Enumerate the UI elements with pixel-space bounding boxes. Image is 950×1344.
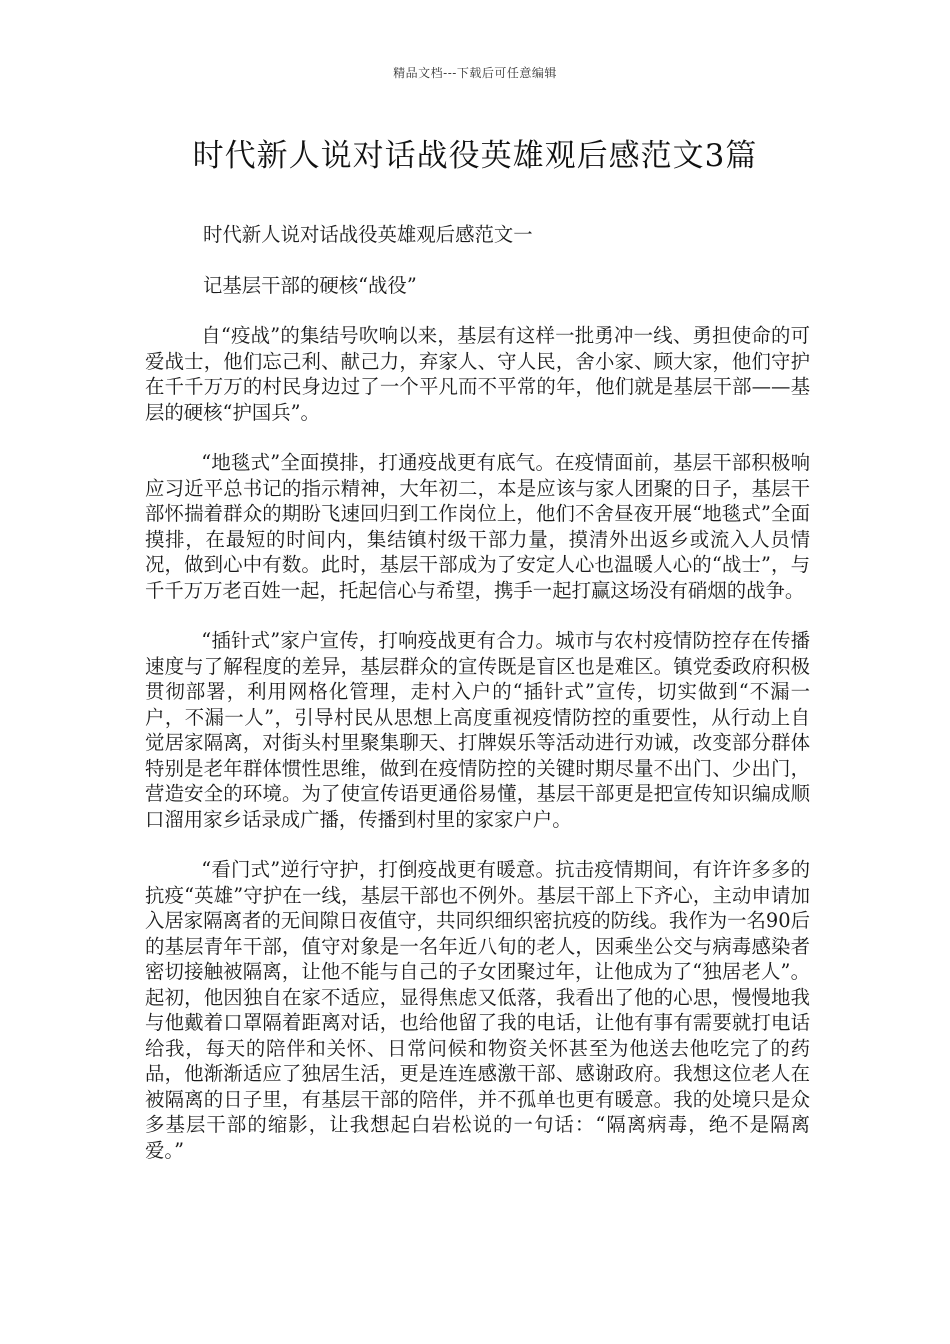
paragraph: “地毯式”全面摸排，打通疫战更有底气。在疫情面前，基层干部积极响应习近平总书记的指示精神，大年初二，本是应该与家人团聚的日子，基层干部怀揣着群众的期盼飞速回归到工作岗位上，他们不舍昼夜开展“地毯式”全面摸排，在最短的时间内，集结镇村级干部力量，摸清外出返乡或流入人员情况，做到心中有数。此时，基层干部成为了安定人心也温暖人心的“战士”，与千千万万老百姓一起，托起信心与希望，携手一起打赢这场没有硝烟的战争。 [145,451,810,602]
sub-heading: 记基层干部的硬核“战役” [203,273,417,297]
document-title: 时代新人说对话战役英雄观后感范文3篇 [192,138,758,174]
header-note: 精品文档---下载后可任意编辑 [393,66,557,80]
section-heading: 时代新人说对话战役英雄观后感范文一 [203,223,533,246]
paragraph: “插针式”家户宣传，打响疫战更有合力。城市与农村疫情防控存在传播速度与了解程度的差异，基层群众的宣传既是盲区也是难区。镇党委政府积极贯彻部署，利用网格化管理，走村入户的“插针式”宣传，切实做到“不漏一户，不漏一人”，引导村民从思想上高度重视疫情防控的重要性，从行动上自觉居家隔离，对街头村里聚集聊天、打牌娱乐等活动进行劝诫，改变部分群体特别是老年群体惯性思维，做到在疫情防控的关键时期尽量不出门、少出门，营造安全的环境。为了使宣传语更通俗易懂，基层干部更是把宣传知识编成顺口溜用家乡话录成广播，传播到村里的家家户户。 [145,629,810,831]
paragraph: “看门式”逆行守护，打倒疫战更有暖意。抗击疫情期间，有许许多多的抗疫“英雄”守护在一线，基层干部也不例外。基层干部上下齐心，主动申请加入居家隔离者的无间隙日夜值守，共同织细织密抗疫的防线。我作为一名90后的基层青年干部，值守对象是一名年近八旬的老人，因乘坐公交与病毒感染者密切接触被隔离，让他不能与自己的子女团聚过年，让他成为了“独居老人”。起初，他因独自在家不适应，显得焦虑又低落，我看出了他的心思，慢慢地我与他戴着口罩隔着距离对话，也给他留了我的电话，让他有事有需要就打电话给我，每天的陪伴和关怀、日常问候和物资关怀甚至为他送去他吃完了的药品，他渐渐适应了独居生活，更是连连感激干部、感谢政府。我想这位老人在被隔离的日子里，有基层干部的陪伴，并不孤单也更有暖意。我的处境只是众多基层干部的缩影，让我想起白岩松说的一句话：“隔离病毒，绝不是隔离爱。” [145,858,810,1162]
document-body [145,222,810,1188]
paragraph: 自“疫战”的集结号吹响以来，基层有这样一批勇冲一线、勇担使命的可爱战士，他们忘己利、献己力，弃家人、守人民，舍小家、顾大家，他们守护在千千万万的村民身边过了一个平凡而不平常的年，他们就是基层干部——基层的硬核“护国兵”。 [145,324,810,424]
